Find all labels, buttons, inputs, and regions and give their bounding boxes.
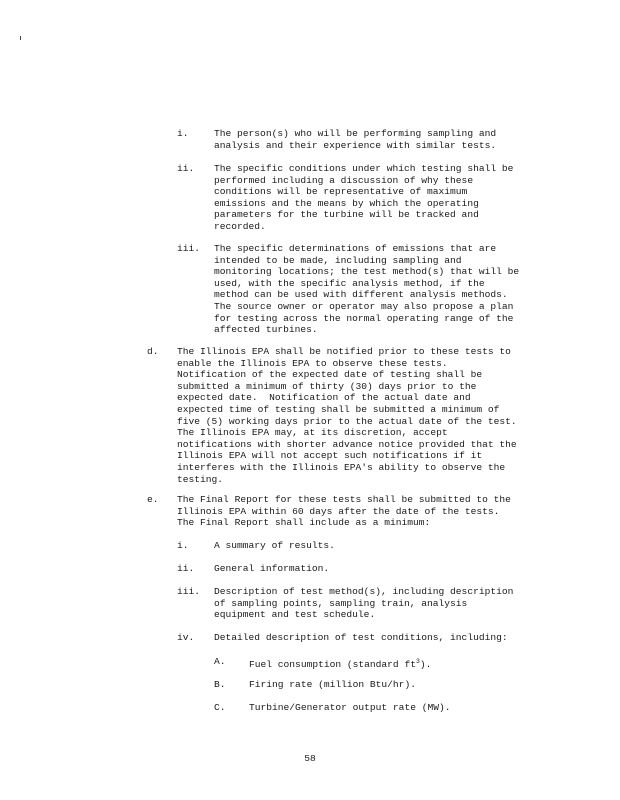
sub-item-text: Firing rate (million Btu/hr). [249, 679, 416, 690]
list-item-text: The person(s) who will be performing sampling and analysis and their experience with similar tests. [214, 128, 497, 151]
section-text: The Illinois EPA shall be notified prior to these tests to enable the Illinois EPA to observe these tests. Notification of the expected date of testing shall be submitted a minimum of thirty (30) days prior to the expected date. Notification of the actual date and expected time of testing shall be submitted a minimum of five (5) working days prior to the actual date of the test. The Illinois EPA may, at its discretion, accept notifications with shorter advance notice provided that the Illinois EPA will not accept such notifications if it interferes with the Illinois EPA's ability to observe the testing. [177, 346, 517, 485]
list-item-label: iii. [177, 243, 201, 254]
sub-item-label: A. [214, 656, 226, 667]
sub-item-suffix: ). [419, 659, 432, 671]
list-item-text: General information. [214, 563, 330, 574]
list-item-label: i. [177, 540, 189, 551]
list-item-label: ii. [177, 563, 195, 574]
sub-item-text: Turbine/Generator output rate (MW). [249, 702, 451, 713]
list-item-label: iii. [177, 586, 201, 597]
list-item-text: The specific conditions under which testing shall be performed including a discussion of why these conditions will be representative of maximum emissions and the means by which the operating parameters for the turbine will be tracked and recorded. [214, 163, 514, 232]
scan-mark [20, 36, 21, 40]
list-item-label: ii. [177, 163, 195, 174]
list-item-label: i. [177, 128, 189, 139]
sub-item-label: B. [214, 679, 226, 690]
section-text: The Final Report for these tests shall be submitted to the Illinois EPA within 60 days after the date of the tests. The Final Report shall include as a minimum: [177, 494, 511, 529]
section-label: d. [147, 346, 159, 357]
list-item-text: Detailed description of test conditions, including: [214, 632, 508, 643]
list-item-label: iv. [177, 632, 195, 643]
section-label: e. [147, 494, 159, 505]
superscript: 3 [415, 658, 420, 665]
sub-item-label: C. [214, 702, 226, 713]
list-item-text: The specific determinations of emissions that are intended to be made, including sampling and monitoring locations; the test method(s) that will be used, with the specific analysis method, if the method can be used with different analysis methods. The source owner or operator may also propose a plan for testing across the normal operating range of the affected turbines. [214, 243, 520, 336]
list-item-text: A summary of results. [214, 540, 335, 551]
list-item-text: Description of test method(s), including description of sampling points, sampling train, analysis equipment and test schedule. [214, 586, 514, 621]
page-number: 58 [304, 753, 316, 764]
sub-item-body: Fuel consumption (standard ft [249, 659, 416, 671]
sub-item-text [249, 656, 549, 671]
